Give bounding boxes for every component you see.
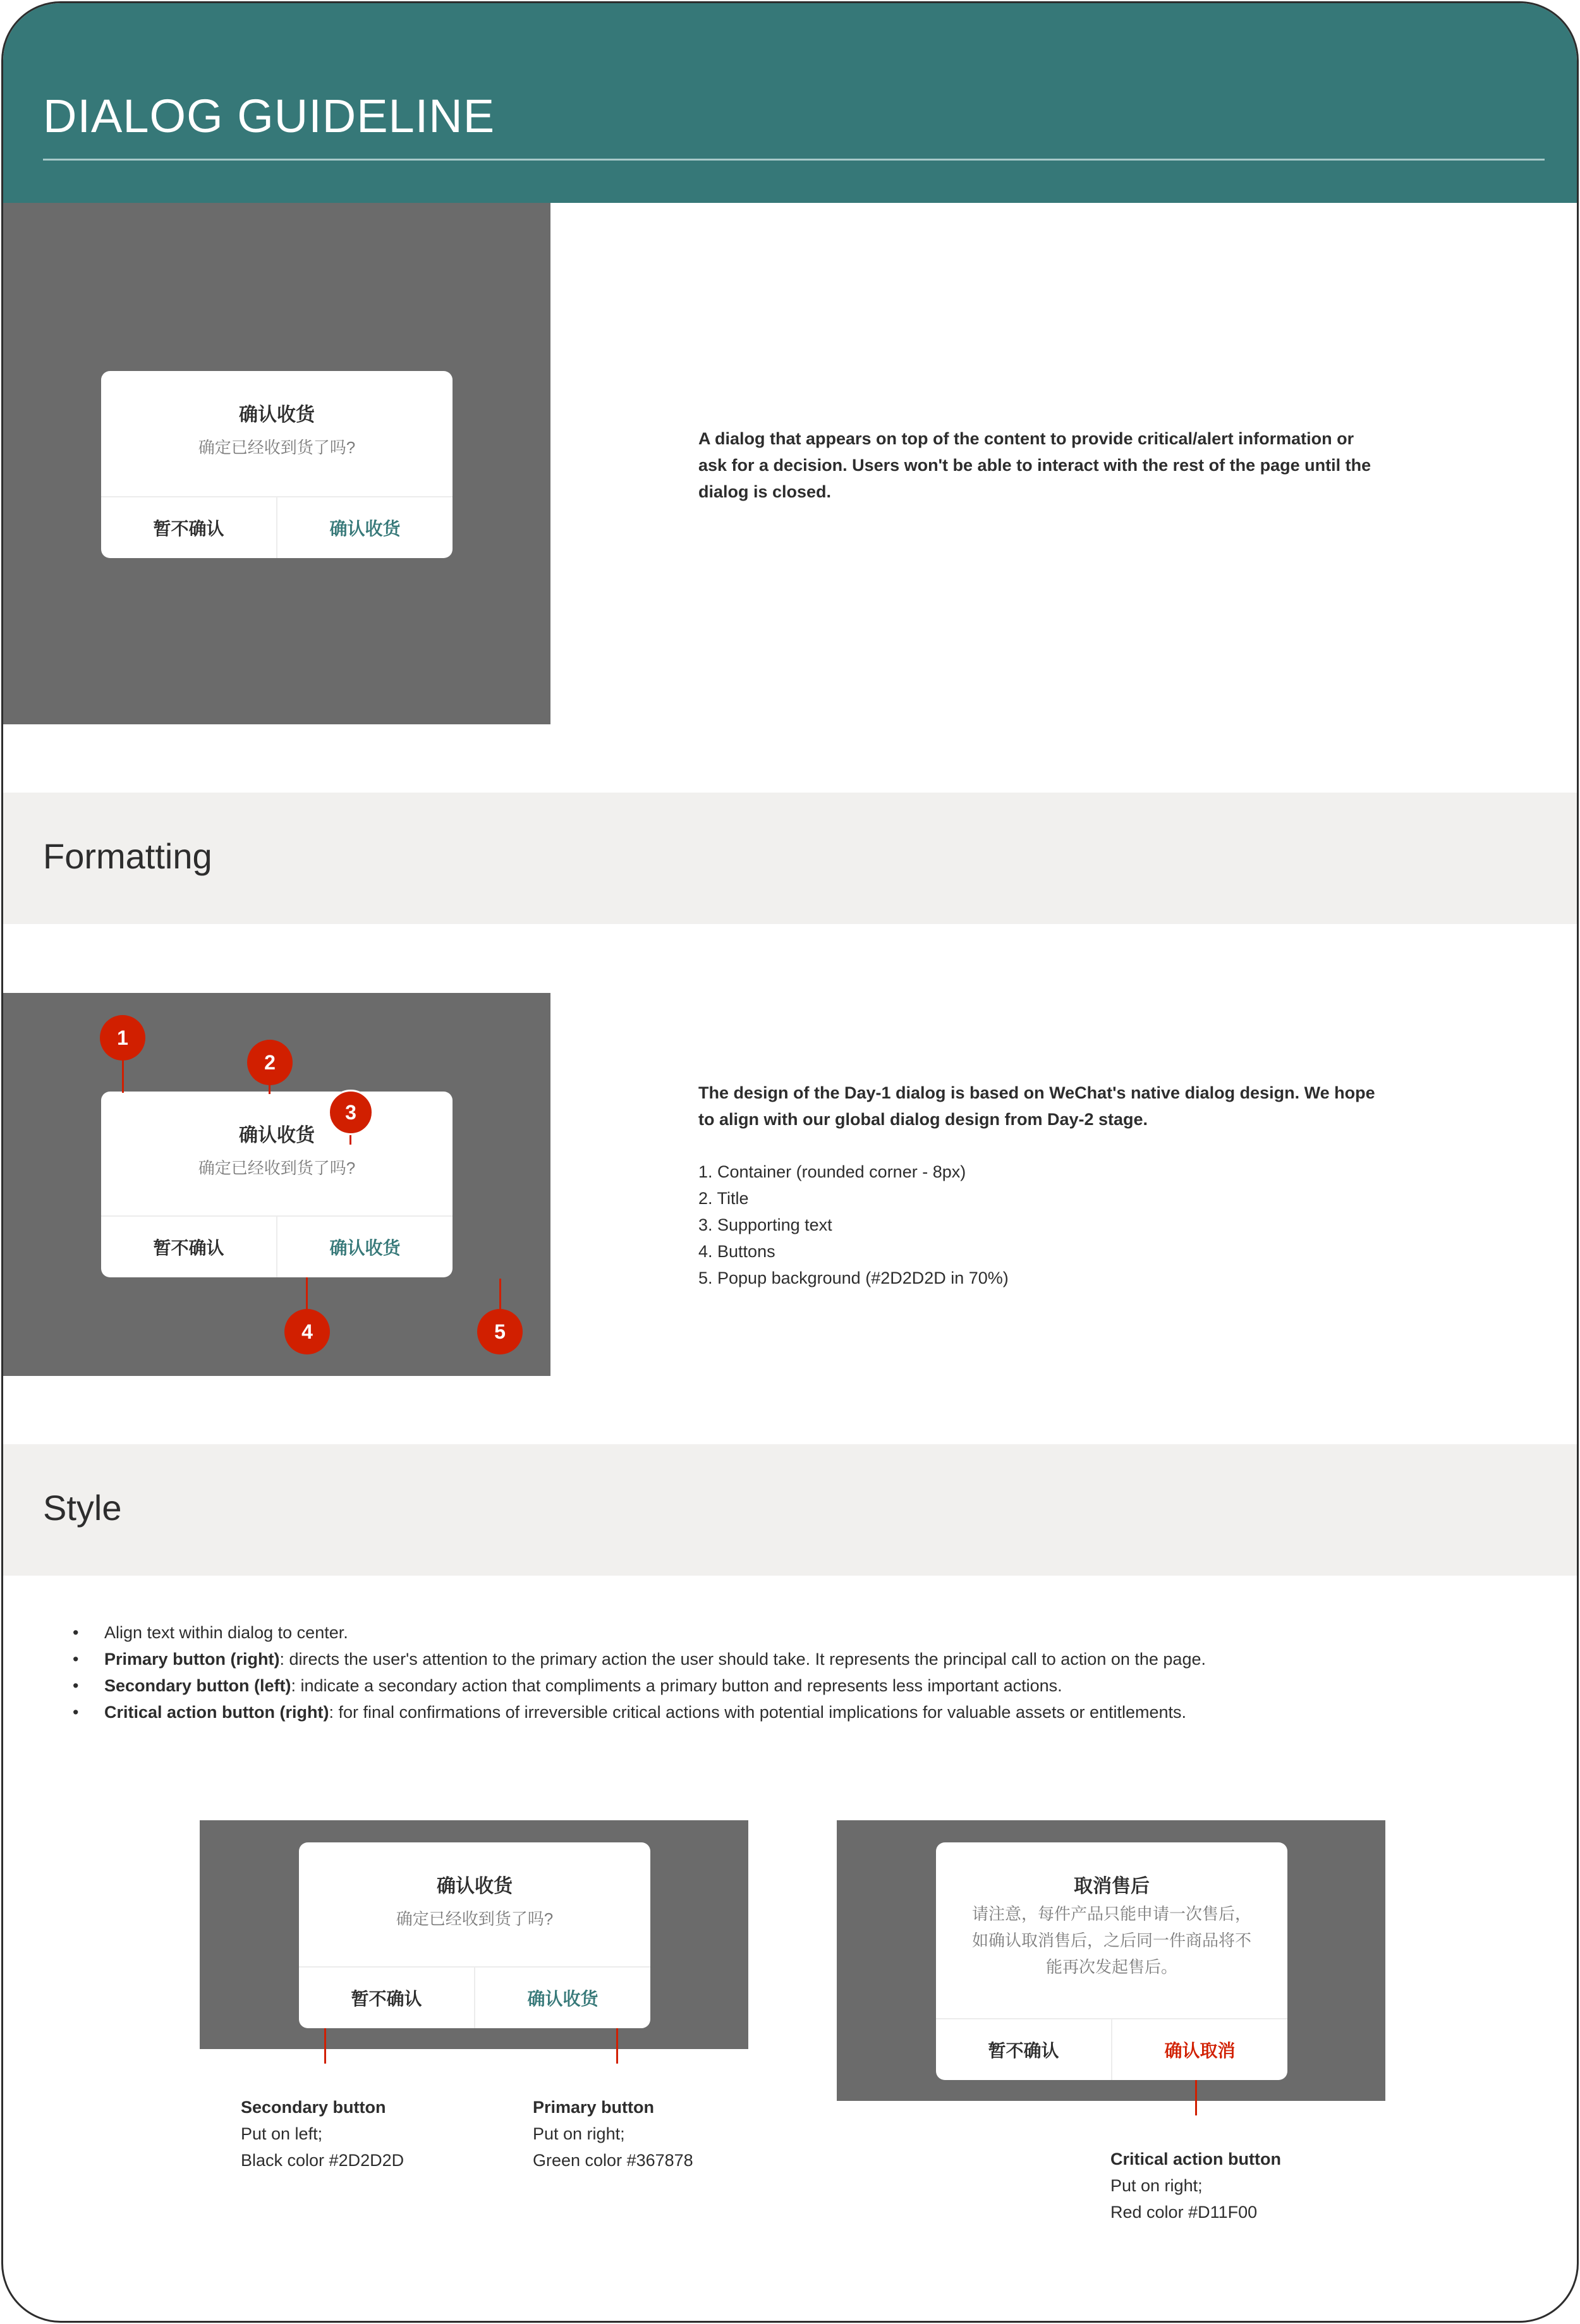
intro-overlay-background <box>3 203 550 724</box>
page-frame <box>1 1 1579 2323</box>
dialog-title: 取消售后 <box>1074 1876 1150 1897</box>
style-section-header <box>3 1444 1577 1576</box>
intro-description: A dialog that appears on top of the content to provide critical/alert information or ask for a decision. Users won't be able to interact with the rest of the page until the dialog is closed. <box>698 429 1371 501</box>
critical-button-leader <box>1195 2080 1197 2115</box>
secondary-button[interactable]: 暂不确认 <box>153 1238 224 1258</box>
critical-action-button[interactable]: 确认取消 <box>1111 2019 1287 2080</box>
formatting-item-popup-background: 5. Popup background (#2D2D2D in 70%) <box>698 1268 1009 1287</box>
formatting-overlay-background <box>3 993 550 1376</box>
critical-button-annotation: Critical action button Put on right; Red color #D11F00 <box>1110 2150 1281 2222</box>
dialog-title: 确认收货 <box>239 1125 315 1146</box>
primary-button[interactable]: 确认收货 <box>276 1217 453 1277</box>
secondary-button[interactable]: 暂不确认 <box>988 2041 1059 2060</box>
style-rule: • Primary button (right): directs the user's attention to the primary action the user should take. It represents the principal call to action on the page. <box>73 1646 1206 1672</box>
dialog-supporting-text: 确定已经收到货了吗? <box>198 1159 356 1177</box>
style-rule: • Align text within dialog to center. <box>73 1619 1206 1646</box>
style-rule: • Secondary button (left): indicate a secondary action that compliments a primary button and represents less important actions. <box>73 1672 1206 1699</box>
formatting-section-header <box>3 793 1577 924</box>
formatting-item-container: 1. Container (rounded corner - 8px) <box>698 1162 966 1181</box>
header-divider <box>43 159 1545 161</box>
primary-button[interactable]: 确认收货 <box>474 1968 650 2028</box>
style-rules-list <box>73 1619 1206 1725</box>
marker-4: 4 <box>284 1309 330 1354</box>
secondary-button[interactable]: 暂不确认 <box>153 519 224 538</box>
formatting-item-supporting-text: 3. Supporting text <box>698 1215 832 1234</box>
marker-5: 5 <box>477 1309 523 1354</box>
marker-2: 2 <box>247 1040 293 1085</box>
page-header <box>3 3 1577 203</box>
formatting-description: The design of the Day-1 dialog is based on WeChat's native dialog design. We hope to align with our global dialog design from Day-2 stage. <box>698 1083 1375 1129</box>
formatting-item-title: 2. Title <box>698 1189 749 1208</box>
dialog-supporting-text: 请注意，每件产品只能申请一次售后，如确认取消售后，之后同一件商品将不能再次发起售后。 <box>971 1904 1251 1976</box>
formatting-dialog <box>101 1092 453 1277</box>
style-example-standard <box>200 1820 748 2049</box>
secondary-button-leader <box>324 2028 326 2064</box>
intro-dialog <box>101 371 453 558</box>
primary-button-annotation: Primary button Put on right; Green color #367878 <box>533 2098 693 2170</box>
style-example-critical <box>837 1820 1385 2101</box>
style-heading: Style <box>43 1488 122 1528</box>
primary-button[interactable]: 确认收货 <box>276 497 453 558</box>
dialog-button-row <box>299 1966 650 2028</box>
style-rule: • Critical action button (right): for final confirmations of irreversible critical actions with potential implications for valuable assets or entitlements. <box>73 1699 1206 1725</box>
dialog-button-row <box>101 1215 453 1277</box>
marker-1: 1 <box>100 1015 145 1061</box>
page-title: DIALOG GUIDELINE <box>43 90 495 142</box>
dialog-button-row <box>936 2018 1287 2080</box>
formatting-heading: Formatting <box>43 836 212 876</box>
dialog-title: 确认收货 <box>239 405 315 425</box>
dialog-supporting-text: 确定已经收到货了吗? <box>198 438 356 457</box>
secondary-button[interactable]: 暂不确认 <box>351 1989 422 2009</box>
dialog-button-row <box>101 496 453 558</box>
formatting-item-buttons: 4. Buttons <box>698 1242 775 1261</box>
secondary-button-annotation: Secondary button Put on left; Black color #2D2D2D <box>241 2098 404 2170</box>
marker-3: 3 <box>328 1090 374 1135</box>
primary-button-leader <box>616 2028 618 2064</box>
critical-dialog <box>936 1842 1287 2080</box>
standard-dialog <box>299 1842 650 2028</box>
dialog-supporting-text: 确定已经收到货了吗? <box>396 1909 554 1928</box>
dialog-title: 确认收货 <box>437 1876 513 1897</box>
formatting-parts-list <box>698 1159 1009 1291</box>
